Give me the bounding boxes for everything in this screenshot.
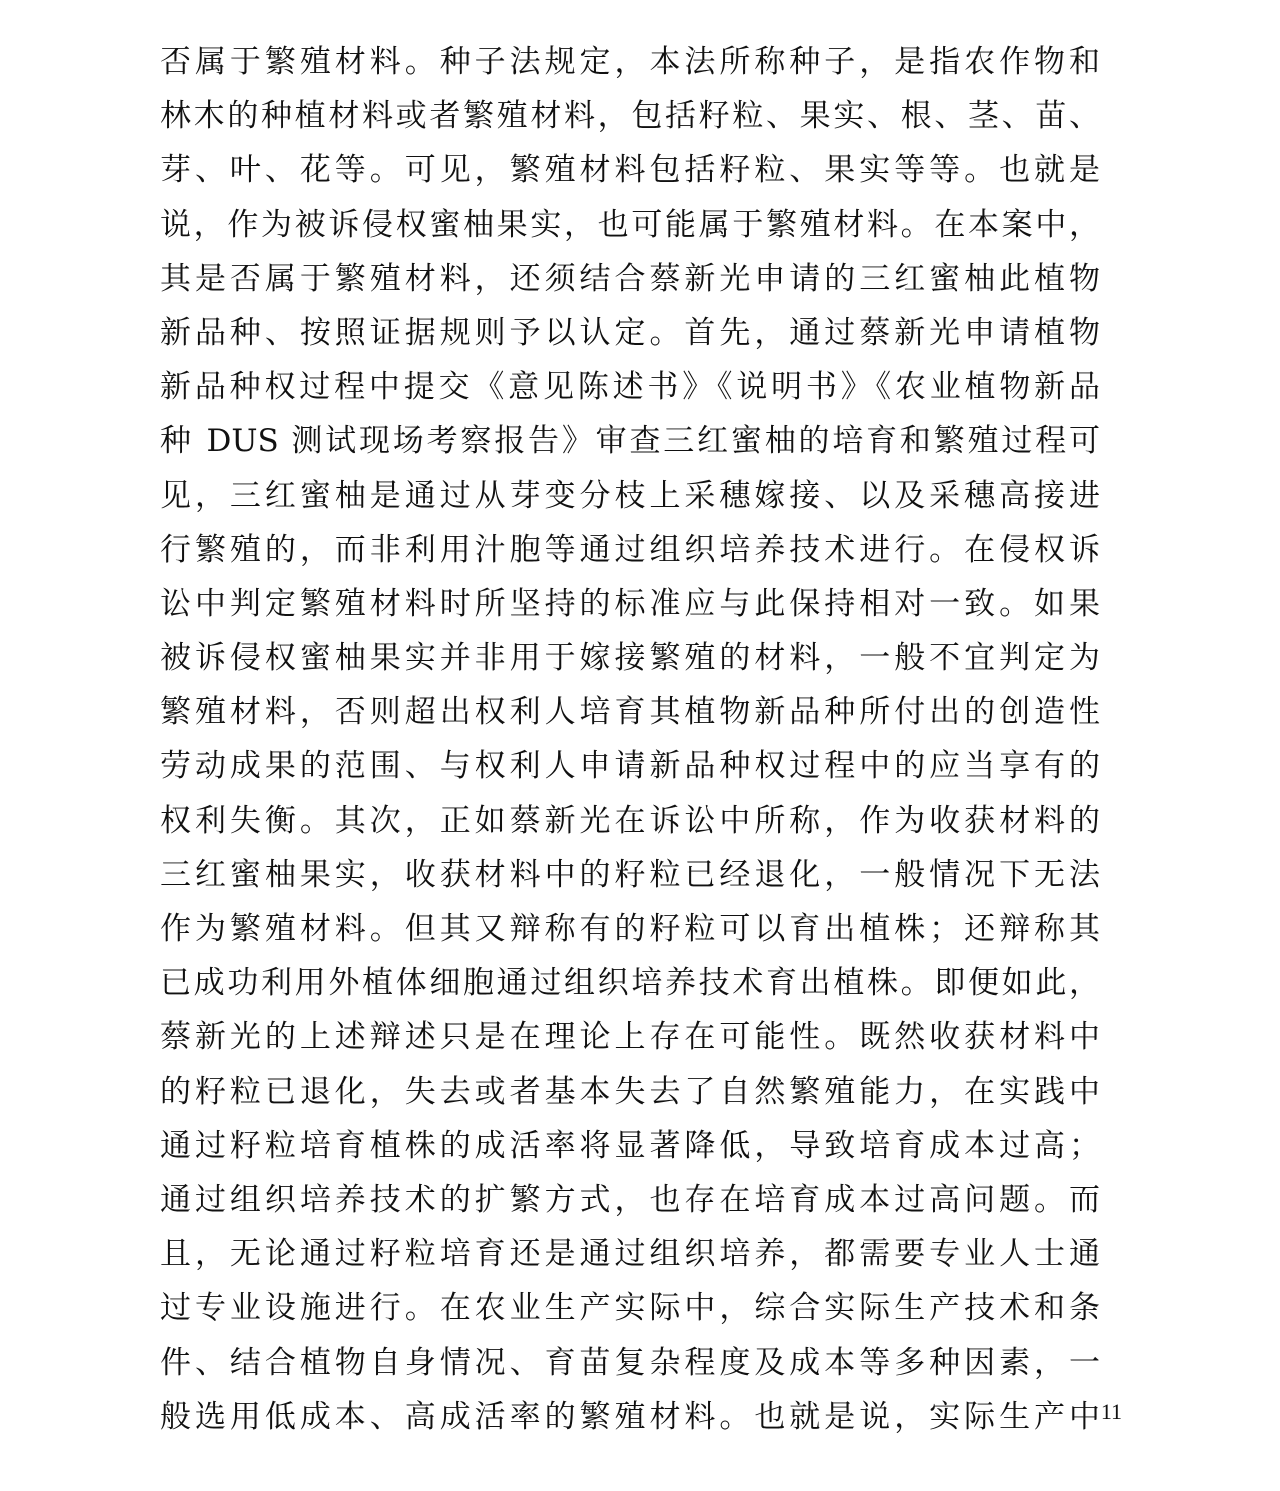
text-line: 般选用低成本、高成活率的繁殖材料。也就是说，实际生产中 — [160, 1398, 1100, 1435]
text-line: 否属于繁殖材料。种子法规定，本法所称种子，是指农作物和 — [160, 44, 1100, 80]
text-line: 作为繁殖材料。但其又辩称有的籽粒可以育出植株；还辩称其 — [160, 911, 1100, 947]
text-line: 芽、叶、花等。可见，繁殖材料包括籽粒、果实等等。也就是 — [160, 152, 1100, 189]
text-line: 过专业设施进行。在农业生产实际中，综合实际生产技术和条 — [160, 1290, 1100, 1327]
text-line: 权利失衡。其次，正如蔡新光在诉讼中所称，作为收获材料的 — [160, 802, 1100, 839]
text-line: 其是否属于繁殖材料，还须结合蔡新光申请的三红蜜柚此植物 — [160, 260, 1100, 297]
text-line: 行繁殖的，而非利用汁胞等通过组织培养技术进行。在侵权诉 — [160, 531, 1100, 568]
text-line: 通过籽粒培育植株的成活率将显著降低，导致培育成本过高； — [160, 1127, 1100, 1164]
text-line: 新品种、按照证据规则予以认定。首先，通过蔡新光申请植物 — [160, 314, 1100, 351]
text-line: 种 DUS 测试现场考察报告》审查三红蜜柚的培育和繁殖过程可 — [160, 423, 1100, 460]
text-line: 繁殖材料，否则超出权利人培育其植物新品种所付出的创造性 — [160, 694, 1100, 731]
text-line: 说，作为被诉侵权蜜柚果实，也可能属于繁殖材料。在本案中， — [160, 206, 1100, 243]
text-line: 新品种权过程中提交《意见陈述书》《说明书》《农业植物新品 — [160, 369, 1100, 406]
text-line: 被诉侵权蜜柚果实并非用于嫁接繁殖的材料，一般不宜判定为 — [160, 640, 1100, 677]
text-line: 劳动成果的范围、与权利人申请新品种权过程中的应当享有的 — [160, 748, 1100, 785]
page-number: 11 — [1100, 1399, 1122, 1424]
text-line: 已成功利用外植体细胞通过组织培养技术育出植株。即便如此， — [160, 965, 1100, 1002]
text-line: 见，三红蜜柚是通过从芽变分枝上采穗嫁接、以及采穗高接进 — [160, 477, 1100, 514]
text-line: 三红蜜柚果实，收获材料中的籽粒已经退化，一般情况下无法 — [160, 856, 1100, 893]
text-line: 且，无论通过籽粒培育还是通过组织培养，都需要专业人士通 — [160, 1236, 1100, 1273]
text-line: 蔡新光的上述辩述只是在理论上存在可能性。既然收获材料中 — [160, 1019, 1100, 1056]
body-text — [160, 35, 1100, 1444]
text-line: 讼中判定繁殖材料时所坚持的标准应与此保持相对一致。如果 — [160, 585, 1100, 622]
text-line: 的籽粒已退化，失去或者基本失去了自然繁殖能力，在实践中 — [160, 1073, 1100, 1110]
text-line: 林木的种植材料或者繁殖材料，包括籽粒、果实、根、茎、苗、 — [160, 98, 1100, 135]
text-line: 件、结合植物自身情况、育苗复杂程度及成本等多种因素，一 — [160, 1344, 1100, 1381]
text-line: 通过组织培养技术的扩繁方式，也存在培育成本过高问题。而 — [160, 1181, 1100, 1218]
